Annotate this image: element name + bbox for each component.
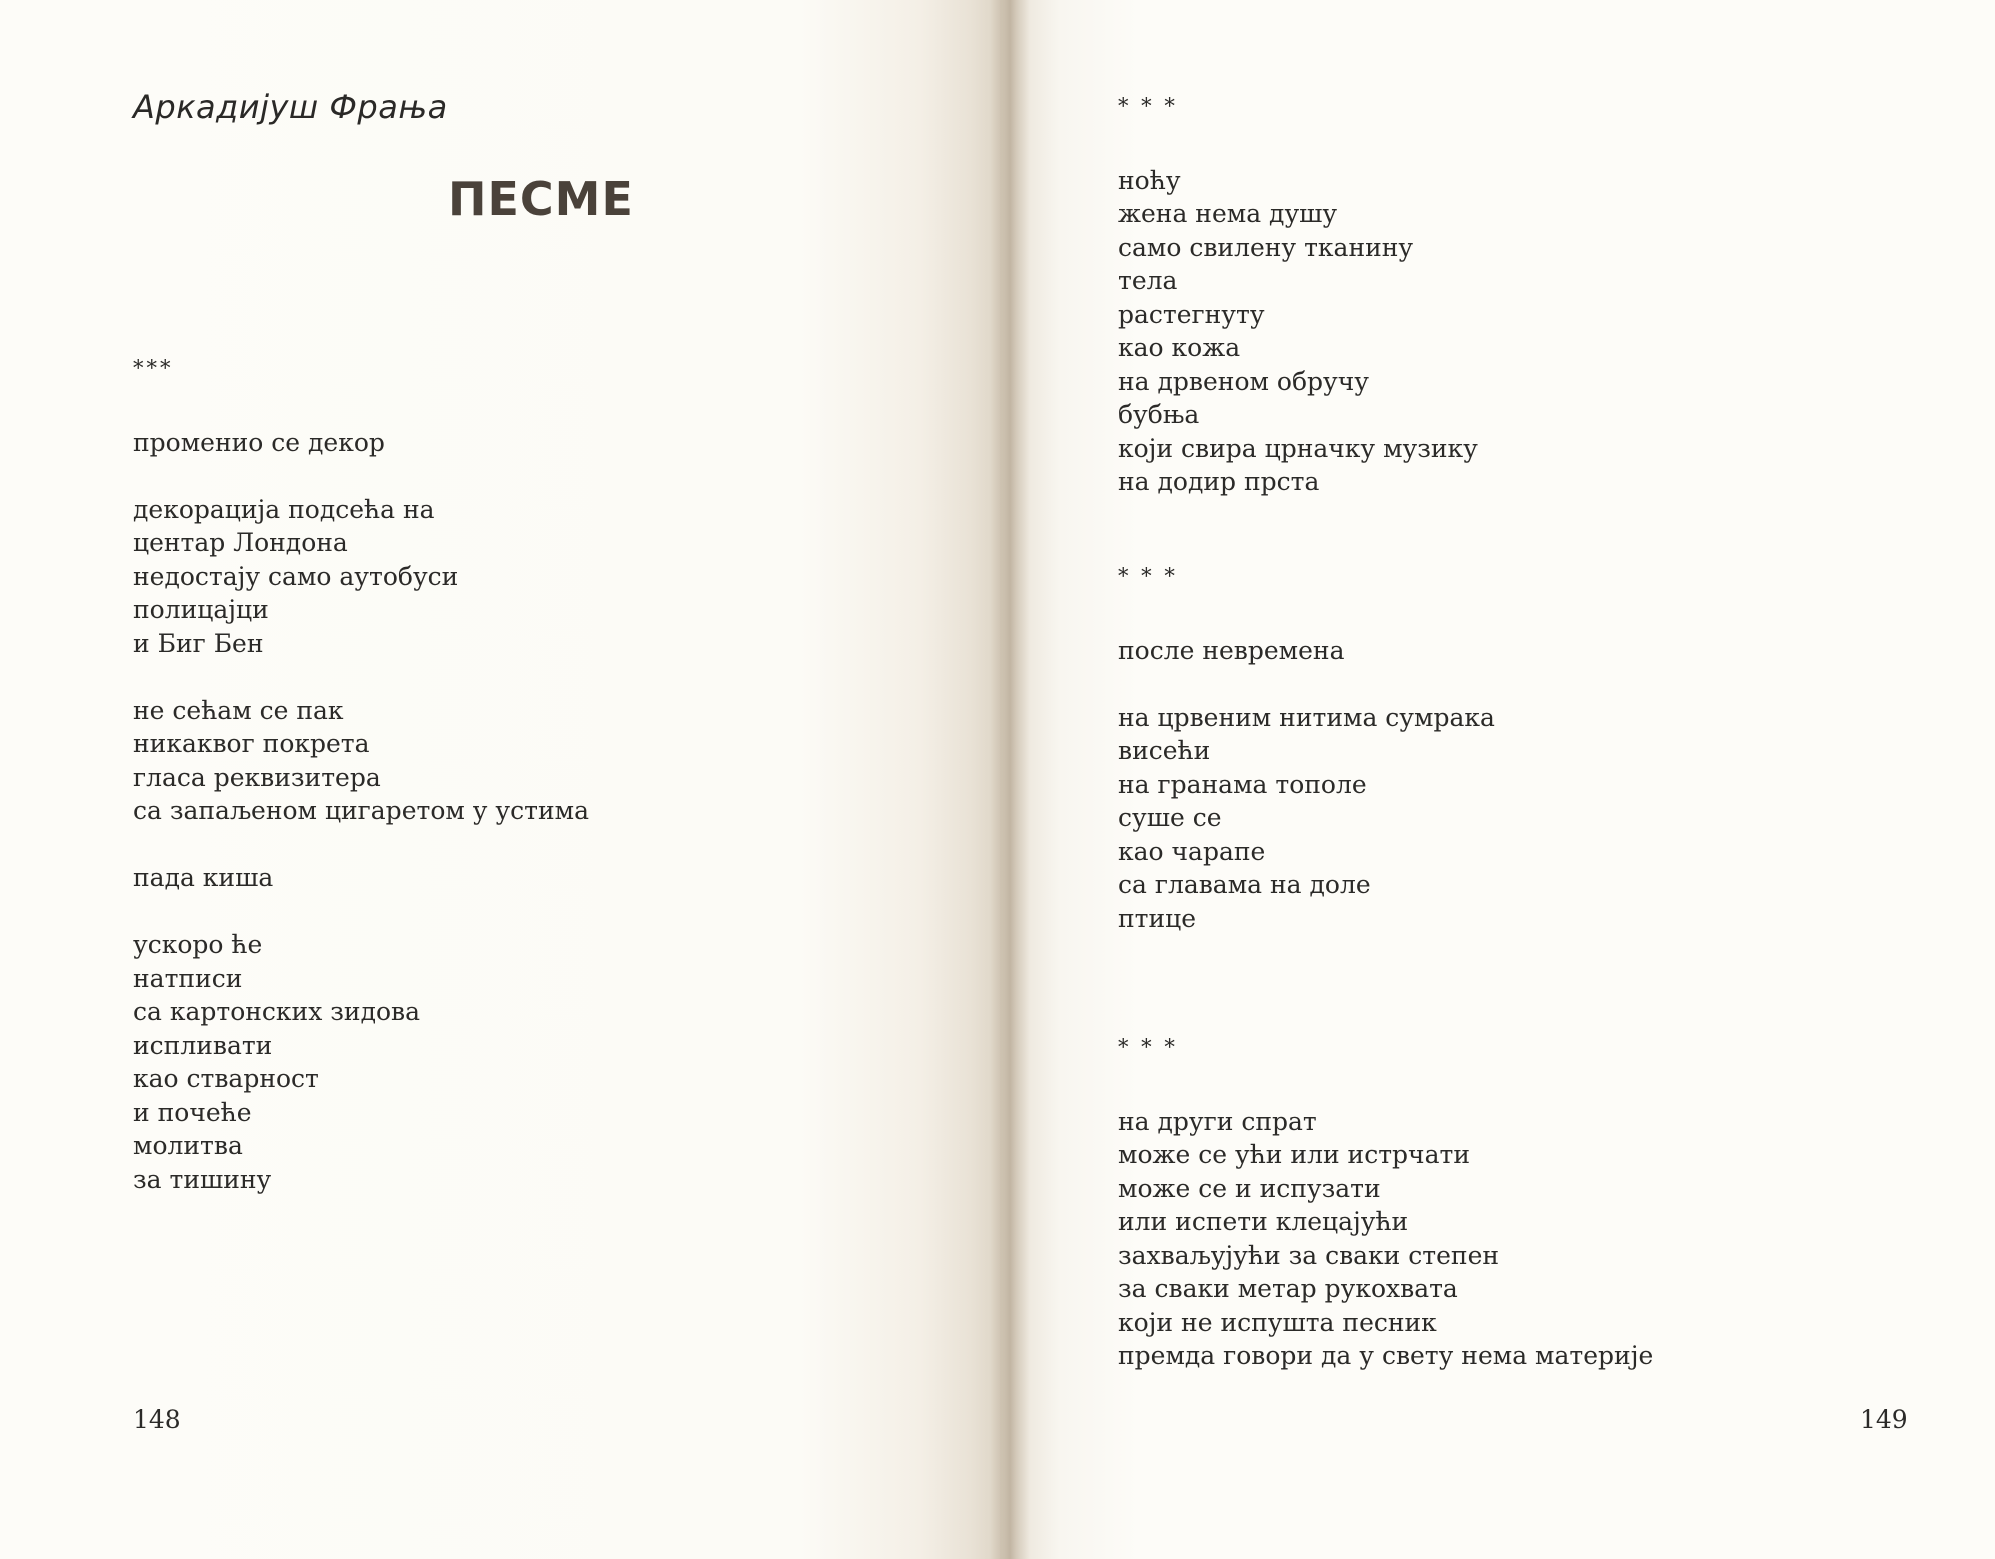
- poem-line: растегнуту: [1118, 299, 1265, 329]
- section-title: ПЕСМЕ: [448, 172, 634, 226]
- book-gutter: [990, 0, 1030, 1559]
- poem-line: за тишину: [133, 1164, 272, 1194]
- poem-line: може се ући или истрчати: [1118, 1140, 1470, 1169]
- poem-line: висећи: [1118, 736, 1211, 765]
- poem-line: који свира црначку музику: [1118, 433, 1478, 463]
- poem-line: и почеће: [133, 1097, 252, 1127]
- poem-line: после невремена: [1118, 635, 1345, 665]
- poem-line: или испети клецајући: [1118, 1207, 1409, 1236]
- poem-line: као чарапе: [1118, 836, 1266, 866]
- poem-line: никаквог покрета: [133, 729, 370, 758]
- poem-asterisks: * * *: [1118, 1035, 1178, 1059]
- poem-line: бубња: [1118, 400, 1200, 429]
- poem-asterisks: ***: [133, 356, 174, 380]
- poem-line: недостају само аутобуси: [133, 561, 459, 591]
- poem-line: на црвеним нитима сумрака: [1118, 702, 1495, 732]
- poem-line: суше се: [1118, 803, 1222, 832]
- poem-line: испливати: [133, 1030, 273, 1060]
- poem-line: може се и испузати: [1118, 1173, 1381, 1203]
- poem-line: са главама на доле: [1118, 870, 1371, 899]
- poem: [1118, 560, 1495, 935]
- poem-line: као кожа: [1118, 333, 1241, 362]
- poem-line: премда говори да у свету нема материје: [1118, 1341, 1654, 1370]
- poem: [1118, 90, 1478, 499]
- poem-line: за сваки метар рукохвата: [1118, 1274, 1458, 1303]
- page-number: 148: [133, 1405, 181, 1434]
- poem-line: променио се декор: [133, 427, 385, 457]
- author-name: Аркадијуш Фрања: [133, 88, 448, 126]
- poem-line: на други спрат: [1118, 1106, 1317, 1136]
- poem-line: жена нема душу: [1118, 199, 1338, 228]
- poem-asterisks: * * *: [1118, 94, 1178, 118]
- poem: [1118, 1031, 1653, 1373]
- poem-line: ускоро ће: [133, 930, 263, 959]
- poem-line: декорација подсећа на: [133, 494, 435, 524]
- poem-line: не сећам се пак: [133, 695, 344, 725]
- poem-line: тела: [1118, 266, 1178, 295]
- poem-asterisks: * * *: [1118, 564, 1178, 588]
- poem-line: натписи: [133, 963, 243, 993]
- right-page: [1000, 0, 1995, 1559]
- poem: [133, 352, 589, 1196]
- poem-line: молитва: [133, 1131, 243, 1160]
- poem-line: који не испушта песник: [1118, 1307, 1437, 1337]
- poem-line: као стварност: [133, 1064, 319, 1093]
- poem-line: на дрвеном обручу: [1118, 366, 1369, 396]
- poem-line: само свилену тканину: [1118, 232, 1414, 262]
- poem-line: гласа реквизитера: [133, 762, 381, 792]
- poem-line: и Биг Бен: [133, 628, 264, 658]
- poem-line: са запаљеном цигаретом у устима: [133, 796, 589, 825]
- poem-line: захваљујући за сваки степен: [1118, 1240, 1500, 1270]
- poem-line: центар Лондона: [133, 528, 348, 557]
- poem-line: ноћу: [1118, 165, 1181, 195]
- poem-line: пада киша: [133, 863, 274, 892]
- poem-line: на додир прста: [1118, 467, 1320, 496]
- poem-line: птице: [1118, 903, 1197, 933]
- poem-line: са картонских зидова: [133, 997, 420, 1026]
- page-number: 149: [1860, 1405, 1908, 1434]
- poem-line: полицајци: [133, 595, 269, 624]
- poem-line: на гранама тополе: [1118, 769, 1367, 799]
